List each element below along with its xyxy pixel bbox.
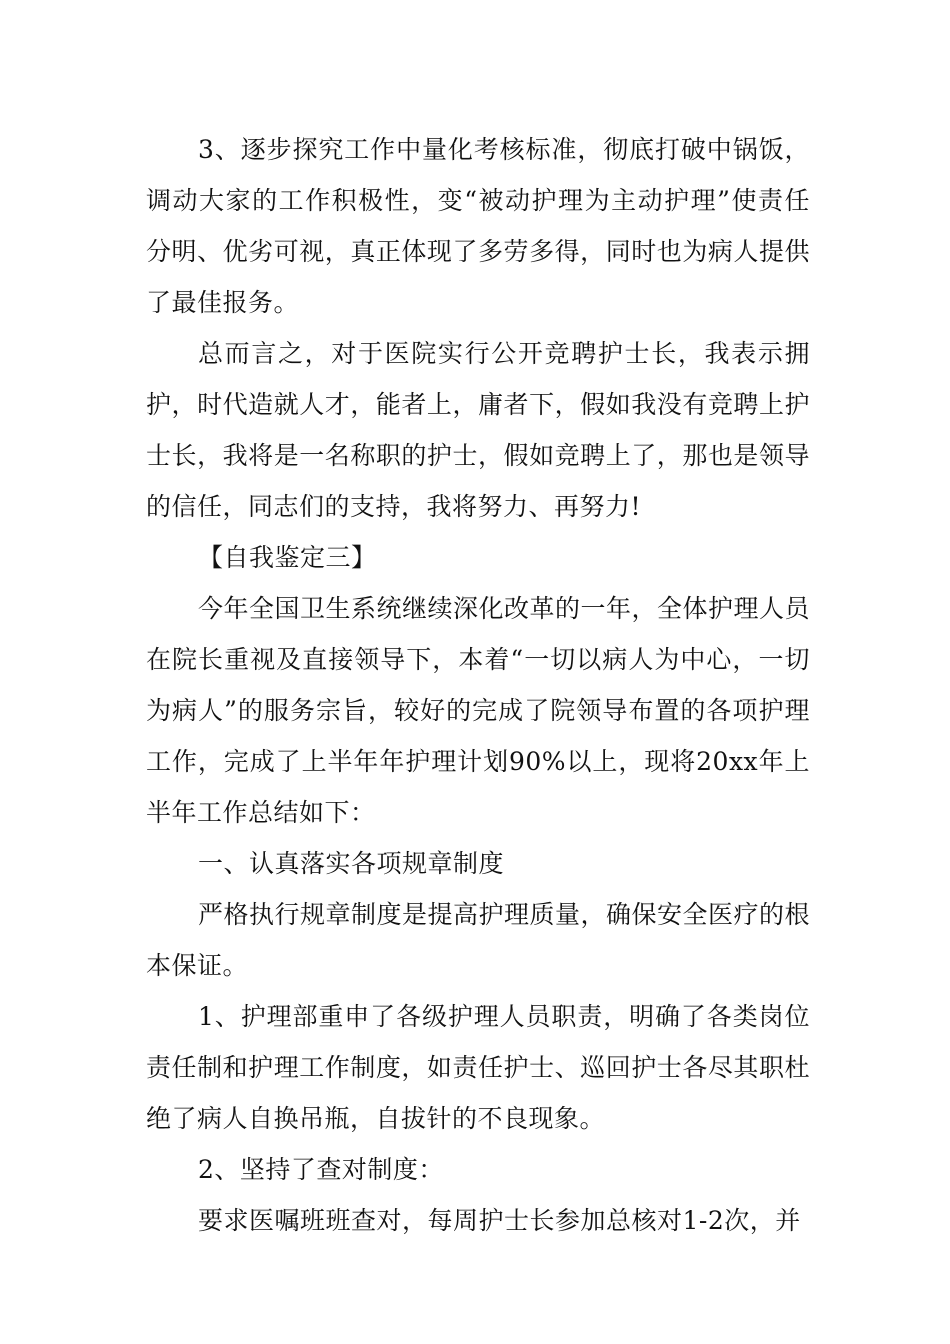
paragraph-annual-summary: 今年全国卫生系统继续深化改革的一年，全体护理人员在院长重视及直接领导下，本着“一切以病人为中心，一切为病人”的服务宗旨，较好的完成了院领导布置的各项护理工作，完成了上半年年护理计划90%以上，现将20xx年上半年工作总结如下： [146,594,811,827]
paragraph-conclusion: 总而言之，对于医院实行公开竞聘护士长，我表示拥护，时代造就人才，能者上，庸者下，假如我没有竞聘上护士长，我将是一名称职的护士，假如竞聘上了，那也是领导的信任，同志们的支持，我将努力、再努力! [146,339,810,521]
paragraph-rules-importance: 严格执行规章制度是提高护理质量，确保安全医疗的根本保证。 [146,900,811,980]
paragraph-order-checking: 要求医嘱班班查对，每周护士长参加总核对1-2次，并 [198,1206,801,1235]
section-heading-self-appraisal-3: 【自我鉴定三】 [198,543,377,572]
paragraph-check-system: 2、坚持了查对制度： [198,1155,444,1184]
paragraph-workload-assessment: 3、逐步探究工作中量化考核标准，彻底打破中锅饭，调动大家的工作积极性，变“被动护理为主动护理”使责任分明、优劣可视，真正体现了多劳多得，同时也为病人提供了最佳报务。 [146,135,810,317]
document-body [146,124,810,1246]
subheading-rules-implementation: 一、认真落实各项规章制度 [198,849,505,878]
paragraph-duty-clarification: 1、护理部重申了各级护理人员职责，明确了各类岗位责任制和护理工作制度，如责任护士、巡回护士各尽其职杜绝了病人自换吊瓶，自拔针的不良现象。 [146,1002,810,1133]
